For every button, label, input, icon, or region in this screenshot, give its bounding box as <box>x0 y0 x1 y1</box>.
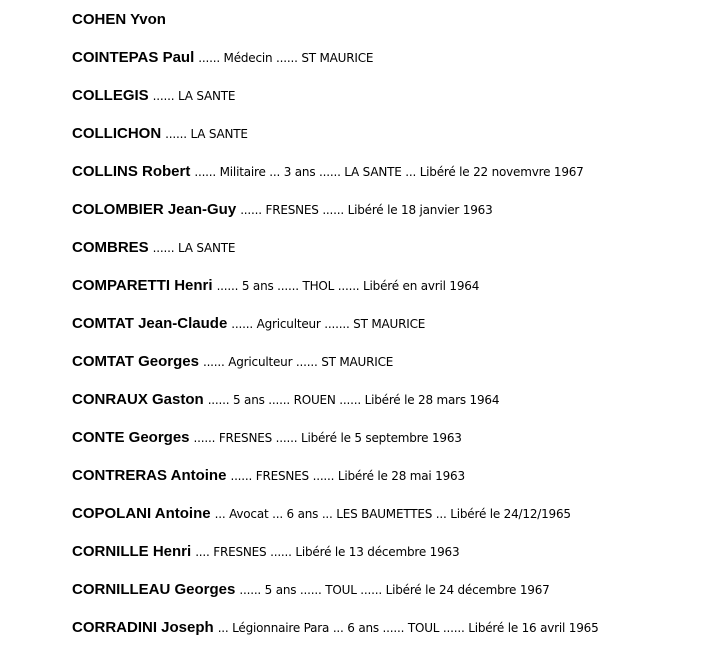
list-item <box>72 125 712 163</box>
entry-details: ... Légionnaire Para ... 6 ans ...... TOUL ...... Libéré le 16 avril 1965 <box>217 621 599 635</box>
entry-name: COINTEPAS Paul <box>72 49 195 66</box>
document-page <box>72 11 712 657</box>
list-item <box>72 239 712 277</box>
list-item <box>72 429 712 467</box>
entry-details: ...... FRESNES ...... Libéré le 5 septembre 1963 <box>193 431 462 445</box>
entry-name: COLLICHON <box>72 125 162 142</box>
entry-name: COPOLANI Antoine <box>72 505 211 522</box>
entry-details: ...... Agriculteur ....... ST MAURICE <box>231 317 426 331</box>
list-item <box>72 277 712 315</box>
entry-name: CORRADINI Joseph <box>72 619 214 636</box>
entry-name: CONTE Georges <box>72 429 190 446</box>
list-item <box>72 543 712 581</box>
entry-name: COLOMBIER Jean-Guy <box>72 201 237 218</box>
list-item <box>72 11 712 49</box>
entry-name: COMPARETTI Henri <box>72 277 213 294</box>
entry-details: ...... FRESNES ...... Libéré le 28 mai 1963 <box>230 469 465 483</box>
entry-name: CORNILLE Henri <box>72 543 192 560</box>
entry-details: ...... Militaire ... 3 ans ...... LA SANTE ... Libéré le 22 novemvre 1967 <box>194 165 584 179</box>
entry-name: COMTAT Georges <box>72 353 199 370</box>
list-item <box>72 505 712 543</box>
entry-details: ...... LA SANTE <box>165 127 248 141</box>
entry-name: CONTRERAS Antoine <box>72 467 227 484</box>
list-item <box>72 467 712 505</box>
entry-name: COMTAT Jean-Claude <box>72 315 228 332</box>
entry-details: ...... LA SANTE <box>152 89 236 103</box>
entry-name: CORNILLEAU Georges <box>72 581 236 598</box>
entry-details: ...... 5 ans ...... TOUL ...... Libéré le 24 décembre 1967 <box>239 583 550 597</box>
entry-details: ...... 5 ans ...... THOL ...... Libéré en avril 1964 <box>216 279 480 293</box>
list-item <box>72 391 712 429</box>
list-item <box>72 353 712 391</box>
list-item <box>72 201 712 239</box>
list-item <box>72 619 712 657</box>
entry-details: ...... Médecin ...... ST MAURICE <box>198 51 374 65</box>
list-item <box>72 49 712 87</box>
entry-details: ...... LA SANTE <box>152 241 236 255</box>
entry-name: COLLINS Robert <box>72 163 191 180</box>
list-item <box>72 315 712 353</box>
entry-details: .... FRESNES ...... Libéré le 13 décembre 1963 <box>195 545 460 559</box>
entry-name: CONRAUX Gaston <box>72 391 204 408</box>
entry-details: ...... FRESNES ...... Libéré le 18 janvier 1963 <box>240 203 493 217</box>
entry-details: ...... 5 ans ...... ROUEN ...... Libéré le 28 mars 1964 <box>207 393 500 407</box>
entry-details: ... Avocat ... 6 ans ... LES BAUMETTES ... Libéré le 24/12/1965 <box>214 507 571 521</box>
list-item <box>72 581 712 619</box>
entry-name: COMBRES <box>72 239 149 256</box>
entry-name: COLLEGIS <box>72 87 149 104</box>
list-item <box>72 87 712 125</box>
entry-details: ...... Agriculteur ...... ST MAURICE <box>202 355 394 369</box>
list-item <box>72 163 712 201</box>
entry-name: COHEN Yvon <box>72 11 166 28</box>
